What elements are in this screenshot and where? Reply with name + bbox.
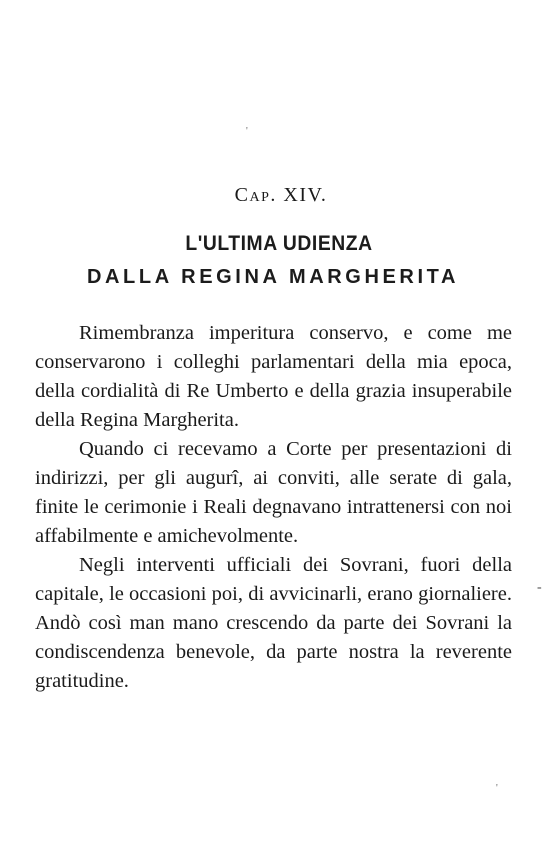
chapter-body [35, 319, 512, 696]
margin-dash: - [537, 580, 542, 595]
chapter-heading [6, 184, 550, 207]
paragraph: Negli interventi ufficiali dei Sovrani, fuori della capitale, le occasioni poi, di avvicinarli, erano giornaliere. Andò così man mano crescendo da parte dei Sovrani la condiscendenza benevole, da parte nostra la reverente gratitudine. [35, 554, 512, 692]
paragraph: Quando ci recevamo a Corte per presentazioni di indirizzi, per gli augurî, ai conviti, alle serate di gala, finite le cerimonie i Reali degnavano intrattenersi con noi affabilmente e amichevolmente. [35, 438, 512, 547]
print-speck: ' [246, 126, 248, 137]
chapter-title-line-2: DALLA REGINA MARGHERITA [86, 266, 460, 288]
paragraph: Rimembranza imperitura conservo, e come me conservarono i colleghi parlamentari della mia epoca, della cordialità di Re Umberto e della grazia insuperabile della Regina Margherita. [35, 322, 512, 431]
chapter-title-line-1: L'ULTIMA UDIENZA [185, 232, 373, 255]
print-speck: ' [496, 783, 498, 794]
chapter-prefix: Cap. [234, 184, 277, 206]
chapter-numeral: XIV. [283, 184, 328, 206]
